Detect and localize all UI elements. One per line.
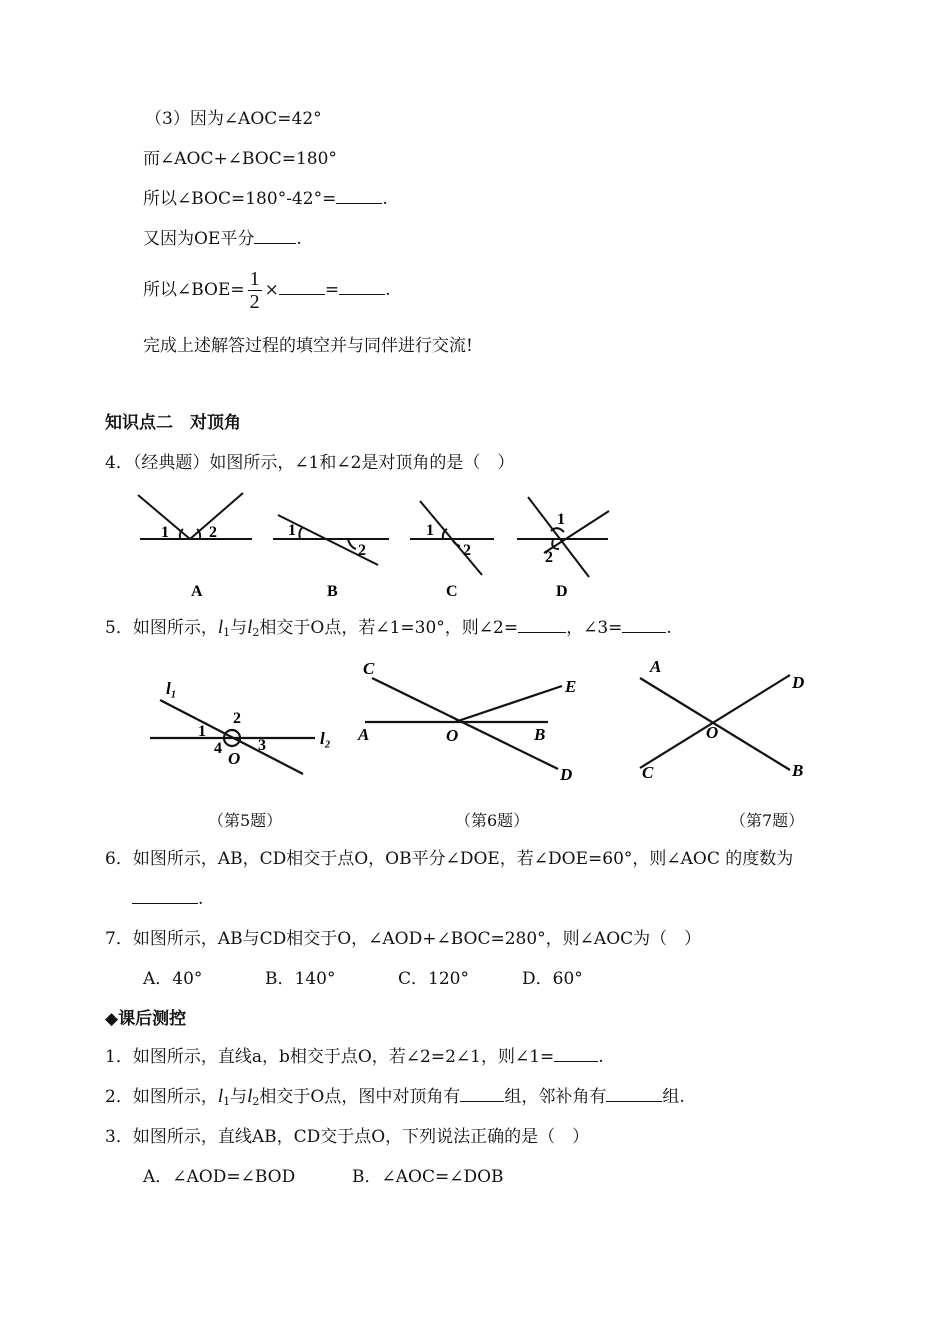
answer-blank[interactable] <box>554 1046 598 1062</box>
q4-d-label-1: 1 <box>557 511 565 528</box>
fig7-label-b: B <box>792 761 804 780</box>
fig5-angle-1: 1 <box>198 723 206 740</box>
q4-option-d: D <box>556 583 568 600</box>
answer-blank[interactable] <box>279 279 325 295</box>
fig5-label-l1: l₁ <box>166 679 177 698</box>
q4-c-label-1: 1 <box>426 522 434 539</box>
fig7-label-c: C <box>642 763 654 782</box>
caption-figure-6: （第6题） <box>455 811 530 830</box>
caption-figure-7: （第7题） <box>730 811 805 830</box>
homework-3-text: 3．如图所示，直线AB，CD交于点O，下列说法正确的是（ ） <box>105 1127 590 1147</box>
q4-figure-a <box>138 493 252 539</box>
fig7-label-d: D <box>792 673 805 692</box>
q4-figure-c <box>410 501 494 575</box>
h3-option-b[interactable]: B．∠AOC=∠DOB <box>352 1167 504 1187</box>
fig6-label-e: E <box>565 677 577 696</box>
fig5-angle-2: 2 <box>233 710 241 727</box>
q4-option-b: B <box>327 583 338 600</box>
q4-figure-d <box>517 497 609 577</box>
figure-7 <box>0 657 950 790</box>
q7-option-c[interactable]: C．120° <box>398 969 469 989</box>
answer-blank[interactable] <box>254 228 296 244</box>
fig6-label-a: A <box>358 725 370 744</box>
part3-line3: 所以∠BOC=180°-42°= . <box>143 189 388 209</box>
answer-blank[interactable] <box>606 1086 662 1102</box>
answer-blank[interactable] <box>336 188 382 204</box>
question-6-answer: . <box>132 888 203 910</box>
answer-blank[interactable] <box>339 279 385 295</box>
fig6-label-b: B <box>534 725 546 744</box>
question-7-text: 7．如图所示，AB与CD相交于O，∠AOD+∠BOC=280°，则∠AOC为（ ） <box>105 929 702 949</box>
q4-b-label-2: 2 <box>358 542 366 559</box>
q4-figures <box>0 485 950 605</box>
fig6-label-c: C <box>363 659 375 678</box>
h3-option-a[interactable]: A．∠AOD=∠BOD <box>143 1167 296 1187</box>
fraction-one-half: $\frac{1}{2}$ <box>249 268 260 313</box>
answer-blank[interactable] <box>460 1086 504 1102</box>
section-title-vertical-angles: 知识点二 对顶角 <box>105 413 241 433</box>
part3-line1: （3）因为∠AOC=42° <box>145 109 322 129</box>
answer-blank[interactable] <box>518 617 566 633</box>
q7-option-d[interactable]: D．60° <box>522 969 583 989</box>
caption-figure-5: （第5题） <box>208 811 283 830</box>
q4-option-c: C <box>446 583 458 600</box>
fig7-label-o: O <box>706 723 719 742</box>
q7-option-a[interactable]: A．40° <box>143 969 203 989</box>
fig7-label-a: A <box>650 657 662 676</box>
q4-a-label-2: 2 <box>209 524 217 541</box>
fig5-angle-3: 3 <box>258 737 266 754</box>
part3-line4: 又因为OE平分 . <box>143 229 302 249</box>
q4-c-label-2: 2 <box>463 542 471 559</box>
fig6-label-d: D <box>560 765 573 784</box>
fig5-label-o: O <box>228 749 241 768</box>
fig5-label-l2: l₂ <box>320 729 331 748</box>
homework-2-text: 2．如图所示，$l_1$与$l_2$相交于O点，图中对顶角有 组，邻补角有 组. <box>105 1086 685 1108</box>
question-5-text: 5．如图所示，$l_1$与$l_2$相交于O点，若∠1=30°，则∠2= ，∠3= . <box>105 617 672 639</box>
answer-blank[interactable] <box>622 617 666 633</box>
q4-option-a: A <box>191 583 203 600</box>
question-4-text: 4．（经典题）如图所示，∠1和∠2是对顶角的是（ ） <box>105 453 515 473</box>
part3-line5: 所以∠BOE= $\frac{1}{2}$ × = . <box>143 268 391 313</box>
q4-d-label-2: 2 <box>545 549 553 566</box>
question-6-text: 6．如图所示，AB，CD相交于点O，OB平分∠DOE，若∠DOE=60°，则∠AOC 的度数为 <box>105 849 794 869</box>
q7-option-b[interactable]: B．140° <box>265 969 336 989</box>
section-title-after-class: ◆课后测控 <box>105 1009 187 1029</box>
answer-blank[interactable] <box>132 888 198 904</box>
part3-line2: 而∠AOC+∠BOC=180° <box>143 149 337 169</box>
q4-b-label-1: 1 <box>288 522 296 539</box>
homework-1-text: 1．如图所示，直线a，b相交于点O，若∠2=2∠1，则∠1= . <box>105 1047 604 1067</box>
q4-a-label-1: 1 <box>161 524 169 541</box>
part3-line6: 完成上述解答过程的填空并与同伴进行交流! <box>143 336 473 356</box>
fig5-angle-4: 4 <box>214 740 222 757</box>
fig6-label-o: O <box>446 726 459 745</box>
